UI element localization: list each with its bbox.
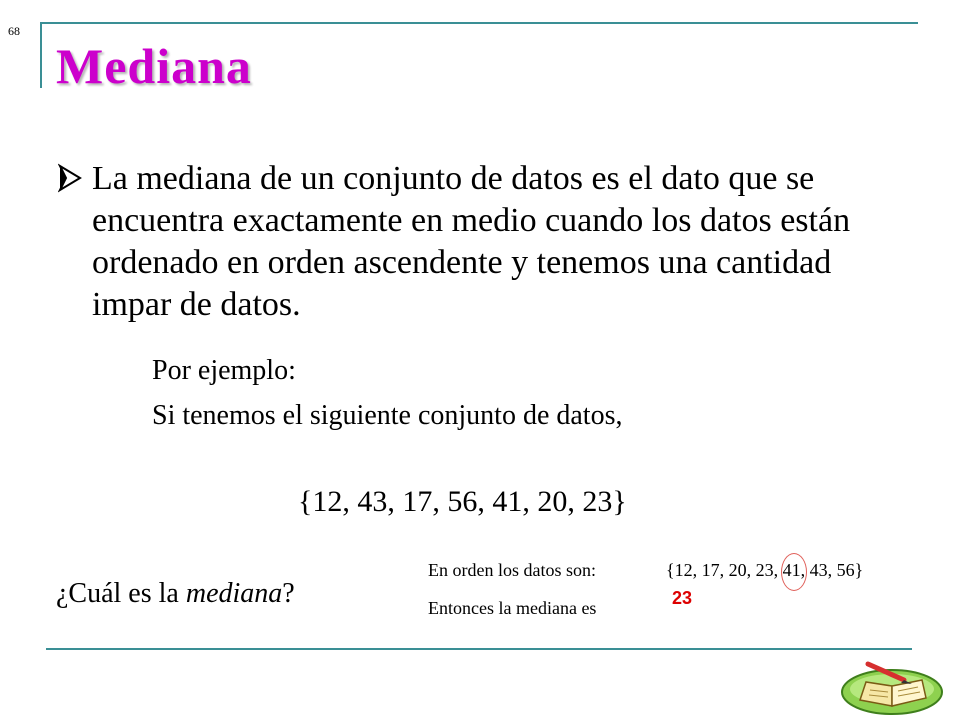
frame-bottom-line xyxy=(46,648,912,650)
frame-left-line xyxy=(40,22,42,88)
median-label: Entonces la mediana es xyxy=(428,598,597,618)
median-highlight-circle xyxy=(781,553,807,591)
median-answer: 23 xyxy=(672,588,693,608)
example-label: Por ejemplo: xyxy=(152,355,296,386)
question xyxy=(56,578,295,610)
definition-bullet xyxy=(58,158,908,326)
book-pencil-icon[interactable] xyxy=(838,656,948,716)
question-emphasis: mediana xyxy=(185,578,283,609)
frame-top-line xyxy=(40,22,918,24)
dataset: {12, 43, 17, 56, 41, 20, 23} xyxy=(298,485,627,518)
ordered-values: {12, 17, 20, 23, 41, 43, 56} xyxy=(666,560,864,580)
ordered-label: En orden los datos son: xyxy=(428,560,596,580)
slide-title: Mediana xyxy=(56,38,252,94)
arrow-bullet-icon xyxy=(58,160,82,196)
example-sentence: Si tenemos el siguiente conjunto de datos, xyxy=(152,400,623,431)
slide-number: 68 xyxy=(8,24,20,38)
definition-text: La mediana de un conjunto de datos es el dato que se encuentra exactamente en medio cuando los datos están ordenado en orden ascendente y tenemos una cantidad impar de datos. xyxy=(92,160,851,323)
question-suffix: ? xyxy=(282,578,295,609)
question-prefix: ¿Cuál es la xyxy=(56,578,186,609)
